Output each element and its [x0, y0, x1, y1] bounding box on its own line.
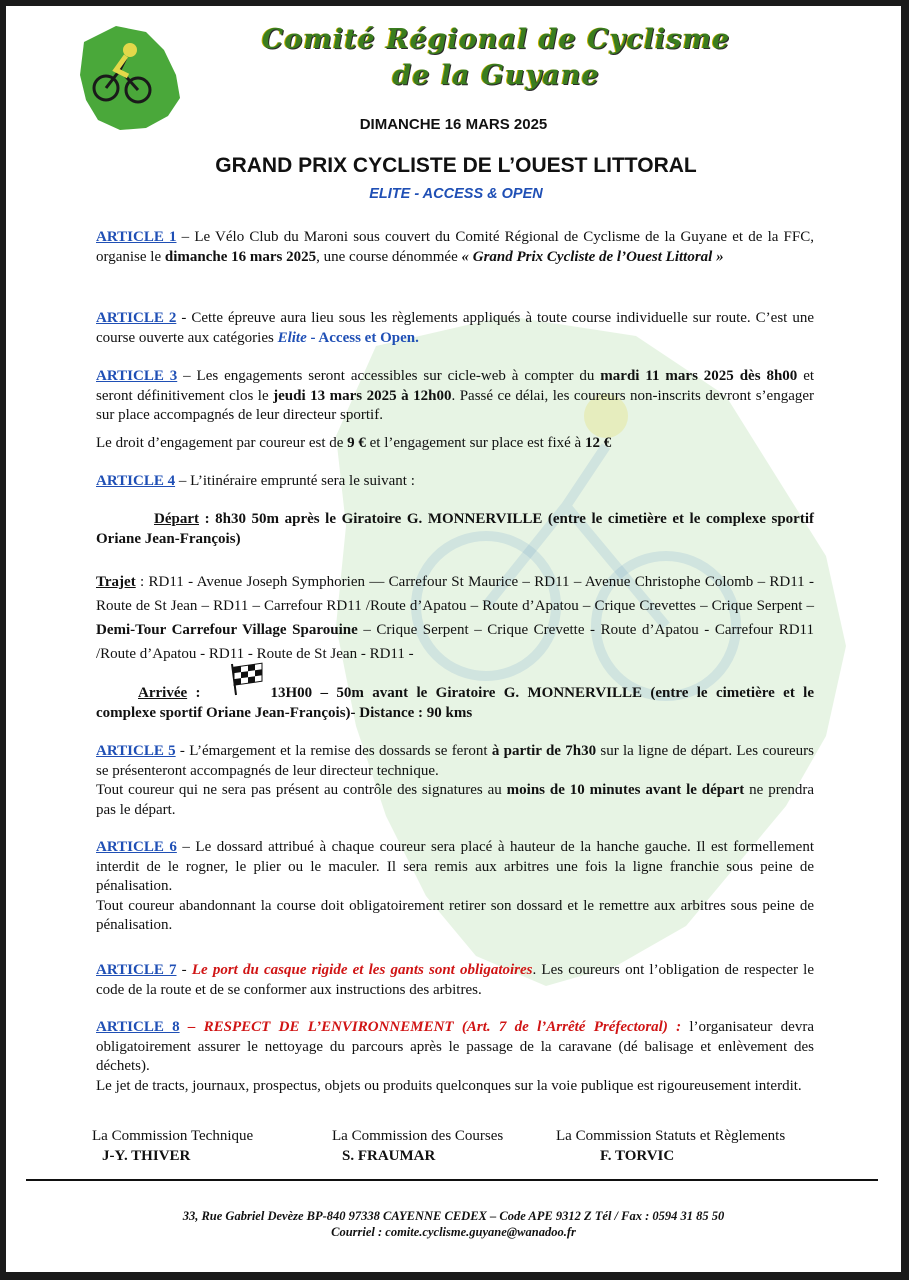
- signature-statutes: La Commission Statuts et Règlements F. TORVIC: [556, 1128, 786, 1164]
- article-6: ARTICLE 6 – Le dossard attribué à chaque coureur sera placé à hauteur de la hanche gauche. Il est formellement interdit de le rogner, le plier ou le maculer. Il sera remis aux arbitres une fois la ligne franchie sous peine de pénalisation. Tout coureur abandonnant la course doit obligatoirement retirer son dossard et le remettre aux arbitres sous peine de pénalisation.: [96, 839, 814, 933]
- document-page: [6, 6, 901, 1272]
- article-4: ARTICLE 4 – L’itinéraire emprunté sera le suivant :: [96, 473, 415, 489]
- article-3: ARTICLE 3 – Les engagements seront accessibles sur cicle-web à compter du mardi 11 mars 2025 dès 8h00 et seront définitivement clos le jeudi 13 mars 2025 à 12h00. Passé ce délai, les coureurs non-inscrits devront s’engager sur place accompagnés de leur directeur sportif.: [96, 368, 815, 423]
- footer-divider: [26, 1179, 878, 1181]
- article-2-label: ARTICLE 2: [96, 310, 177, 326]
- article-7-label: ARTICLE 7: [96, 962, 177, 978]
- route-arrival: Arrivée : 13H00 – 50m avant le Giratoire G. MONNERVILLE (entre le cimetière et le complexe sportif Oriane Jean-François)- Distance : 90 kms: [96, 685, 815, 721]
- article-8: ARTICLE 8 – RESPECT DE L’ENVIRONNEMENT (Art. 7 de l’Arrêté Préfectoral) : l’organisateur devra obligatoirement assurer le nettoyage du parcours après le passage de la caravane (dé balisage et enlèvement des déchets). Le jet de tracts, journaux, prospectus, objets ou produits quelconques sur la voie publique est rigoureusement interdit.: [96, 1019, 814, 1094]
- committee-title-line2: de la Guyane: [392, 60, 600, 91]
- article-1-label: ARTICLE 1: [96, 229, 177, 245]
- footer-address: 33, Rue Gabriel Devèze BP-840 97338 CAYENNE CEDEX – Code APE 9312 Z Tél / Fax : 0594 31 85 50: [182, 1209, 725, 1223]
- article-5-label: ARTICLE 5: [96, 743, 176, 759]
- article-5: ARTICLE 5 - L’émargement et la remise des dossards se feront à partir de 7h30 sur la ligne de départ. Les coureurs se présenteront accompagnés de leur directeur technique. Tout coureur qui ne sera pas présent au contrôle des signatures au moins de 10 minutes avant le départ ne prendra pas le départ.: [96, 743, 814, 818]
- event-categories: ELITE - ACCESS & OPEN: [369, 186, 543, 202]
- article-2: ARTICLE 2 - Cette épreuve aura lieu sous les règlements appliqués à toute course individuelle sur route. C’est une course ouverte aux catégories Elite - Access et Open.: [96, 310, 814, 346]
- route-departure: Départ : 8h30 50m après le Giratoire G. MONNERVILLE (entre le cimetière et le complexe sportif Oriane Jean-François): [96, 511, 814, 547]
- footer: [6, 1208, 901, 1240]
- article-8-label: ARTICLE 8: [96, 1019, 180, 1035]
- route-path: Trajet : RD11 - Avenue Joseph Symphorien — Carrefour St Maurice – RD11 – Avenue Christophe Colomb – RD11 - Route de St Jean – RD11 – Carrefour RD11 /Route d’Apatou – Route d’Apatou – Crique Crevettes – Crique Serpent –Demi-Tour Carrefour Village Sparouine – Crique Serpent – Crique Crevette - Route d’Apatou - Carrefour RD11 /Route d’Apatou - RD11 - Route de St Jean - RD11 -: [96, 574, 814, 662]
- article-3-label: ARTICLE 3: [96, 368, 178, 384]
- article-3-fees: Le droit d’engagement par coureur est de 9 € et l’engagement sur place est fixé à 12 €: [96, 435, 612, 451]
- footer-email: Courriel : comite.cyclisme.guyane@wanadoo.fr: [331, 1225, 576, 1239]
- committee-title-line1: Comité Régional de Cyclisme: [261, 24, 731, 55]
- article-6-label: ARTICLE 6: [96, 839, 177, 855]
- signature-technical: La Commission Technique J-Y. THIVER: [92, 1128, 254, 1164]
- article-4-label: ARTICLE 4: [96, 473, 176, 489]
- event-title: GRAND PRIX CYCLISTE DE L’OUEST LITTORAL: [215, 154, 697, 177]
- article-7: ARTICLE 7 - Le port du casque rigide et les gants sont obligatoires. Les coureurs ont l’obligation de respecter le code de la route et de se conformer aux instructions des arbitres.: [96, 962, 814, 998]
- article-1: ARTICLE 1 – Le Vélo Club du Maroni sous couvert du Comité Régional de Cyclisme de la Guyane et de la FFC, organise le dimanche 16 mars 2025, une course dénommée « Grand Prix Cycliste de l’Ouest Littoral »: [96, 229, 814, 265]
- signature-courses: La Commission des Courses S. FRAUMAR: [332, 1128, 504, 1164]
- event-date: DIMANCHE 16 MARS 2025: [359, 116, 548, 133]
